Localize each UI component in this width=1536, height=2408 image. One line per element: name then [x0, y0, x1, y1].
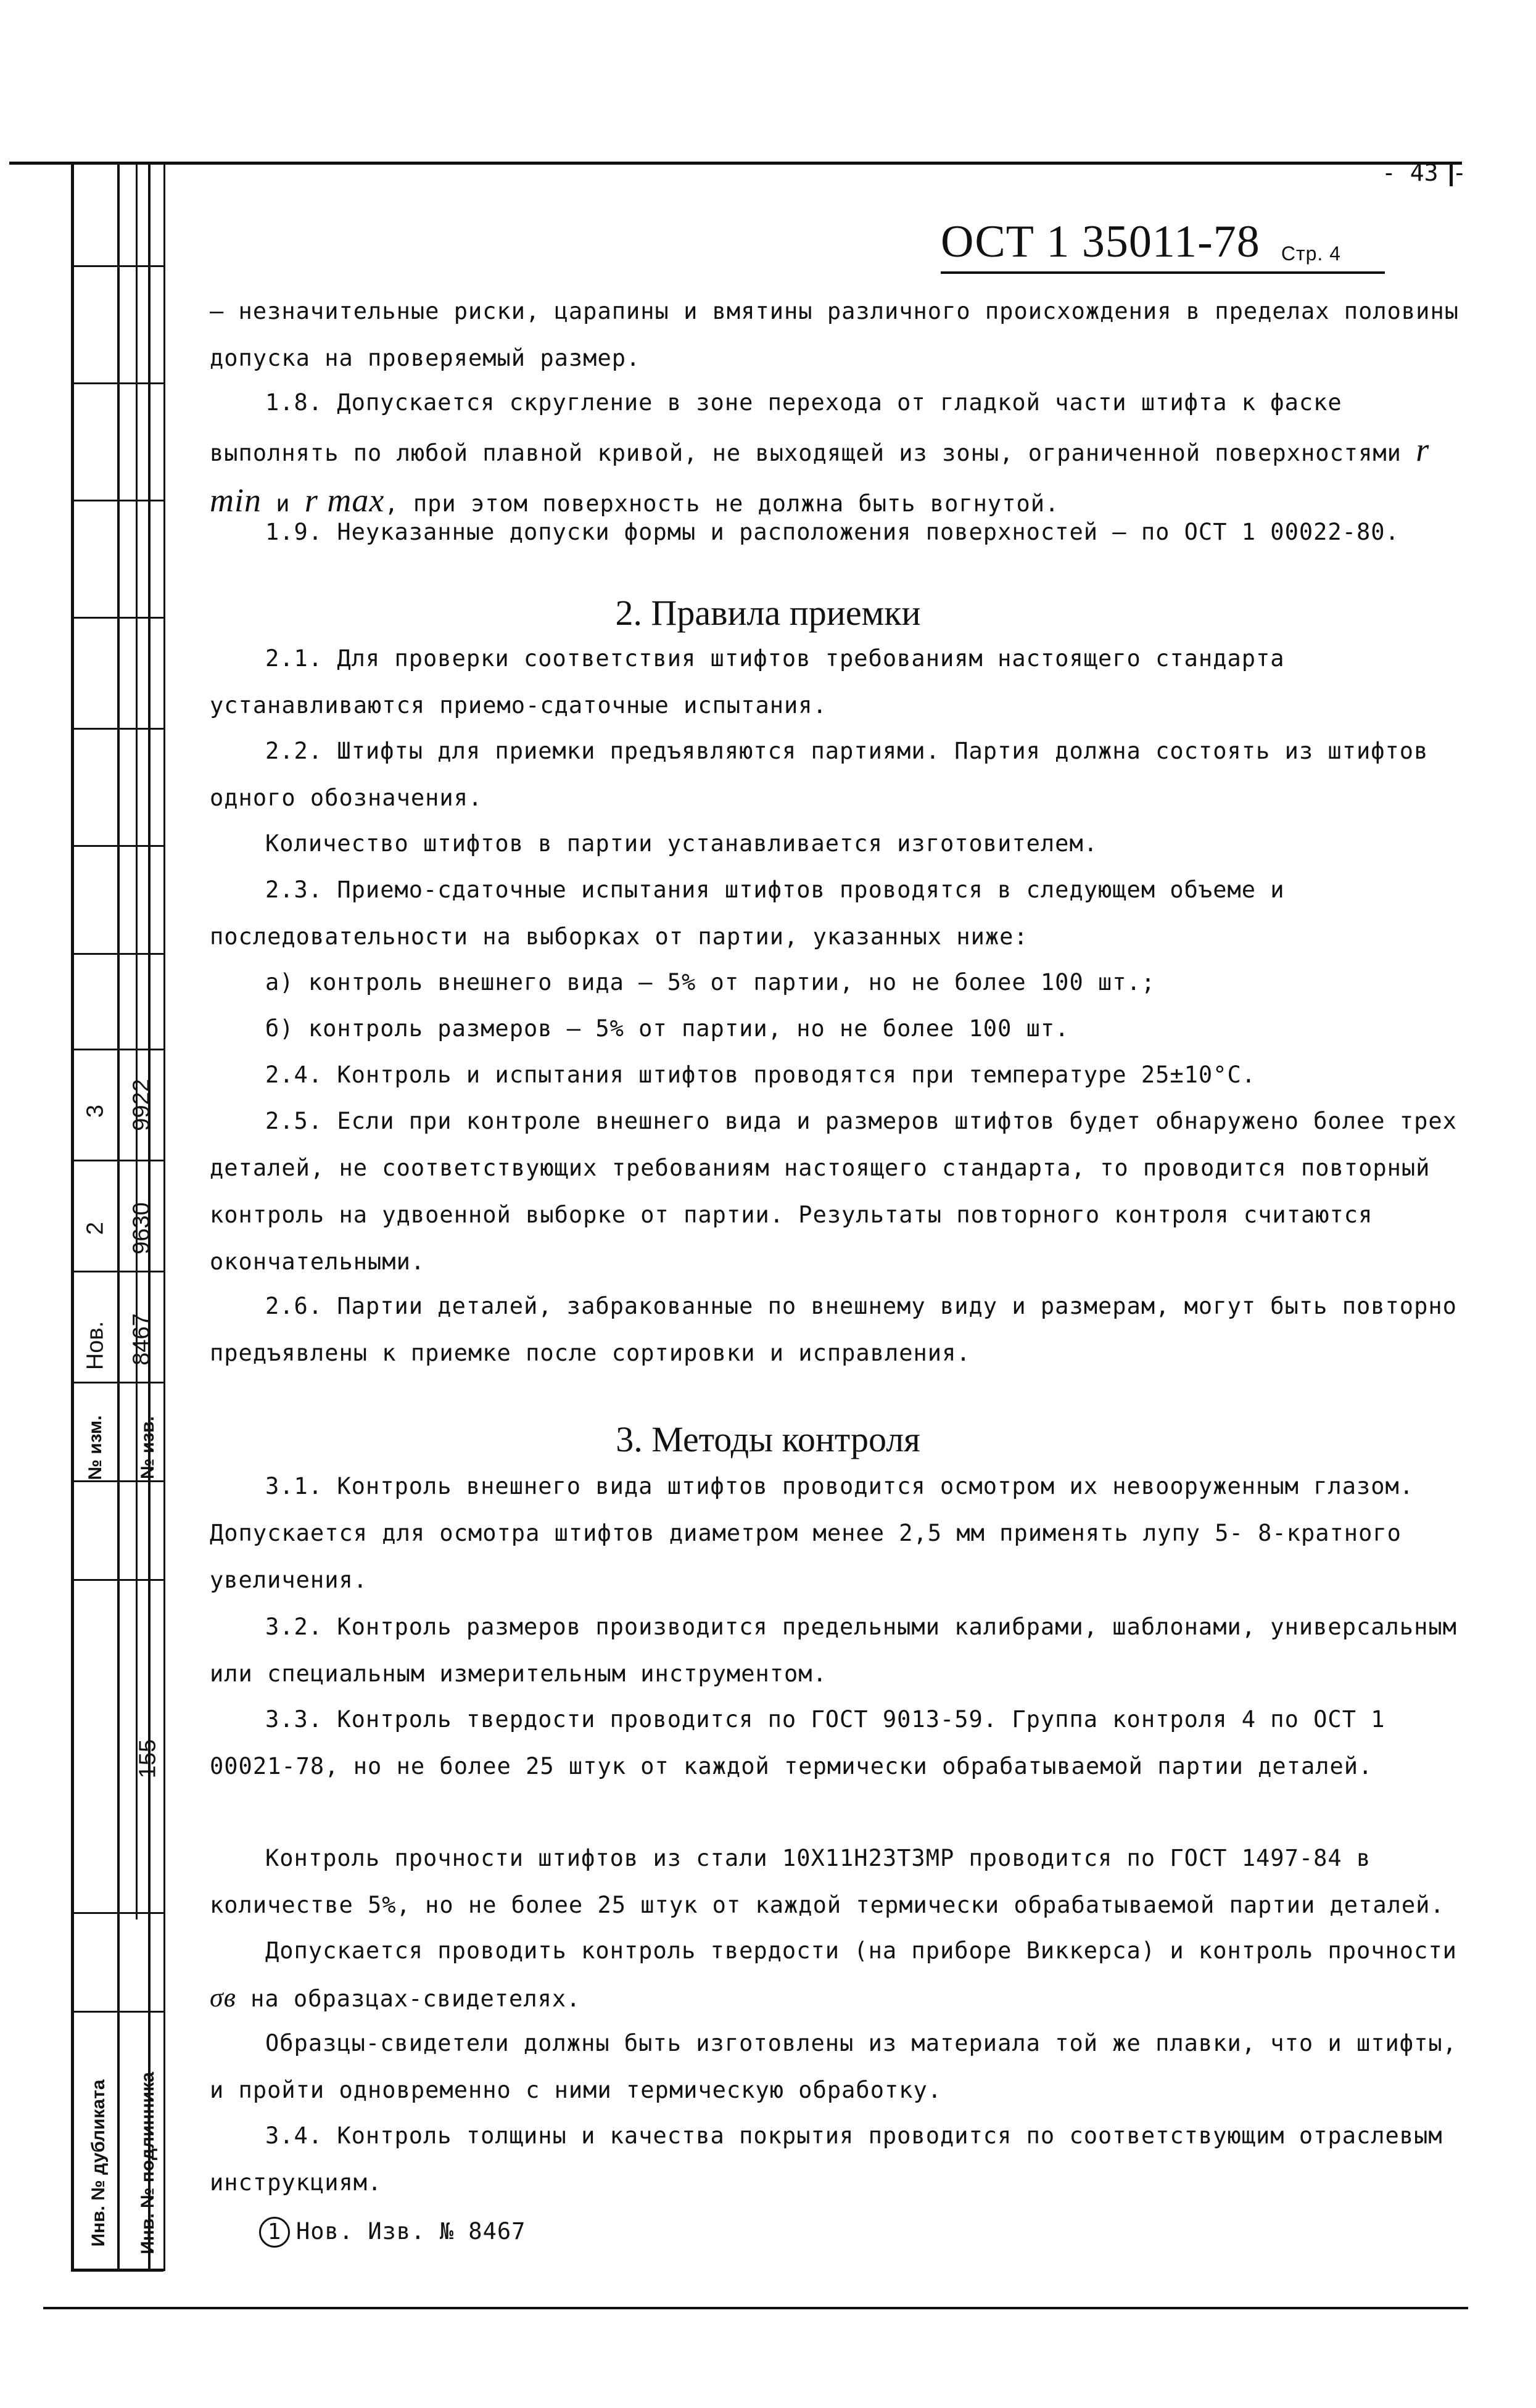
margin-grid-line: [71, 845, 163, 847]
margin-divider-2: [136, 162, 138, 1919]
paragraph-3-2: 3.2. Контроль размеров производится предельными калибрами, шаблонами, универсальным или специальным измерительным инструментом.: [210, 1614, 1457, 1687]
paragraph-witness-samples: Образцы-свидетели должны быть изготовлены из материала той же плавки, что и штифты, и пройти одновременно с ними термическую обработку.: [210, 2030, 1457, 2103]
revision-note-text: Нов. Изв. № 8467: [296, 2218, 526, 2245]
document-header: [941, 216, 1341, 268]
margin-divider-4: [163, 162, 165, 2271]
margin-label-rev: № изм.: [85, 1415, 105, 1480]
margin-value-155: 155: [134, 1739, 161, 1779]
standard-number: ОСТ 1 35011-78: [941, 216, 1260, 267]
paragraph-3-4: 3.4. Контроль толщины и качества покрытия проводится по соответствующим отраслевым инструкциям.: [210, 2122, 1443, 2196]
margin-grid-line: [71, 1160, 163, 1161]
sigma-symbol: σв: [210, 1982, 236, 2013]
margin-notice-9630: 9630: [128, 1202, 155, 1255]
margin-grid-line: [71, 1912, 163, 1914]
margin-rev-2: 2: [82, 1221, 109, 1235]
paragraph-text: Допускается проводить контроль твердости (на приборе Виккерса) и контроль прочности: [265, 1937, 1457, 1964]
r-min-symbol: r min: [210, 431, 1430, 519]
paragraph-lot-size: Количество штифтов в партии устанавливается изготовителем.: [265, 830, 1099, 857]
paragraph-text: на образцах-свидетелях.: [250, 1985, 581, 2012]
revision-note: [259, 2208, 1517, 2255]
bottom-page-line: [43, 2307, 1468, 2309]
section-heading-3: 3. Методы контроля: [616, 1419, 920, 1459]
section-heading-2: 2. Правила приемки: [615, 593, 921, 633]
paragraph-2-5: 2.5. Если при контроле внешнего вида и размеров штифтов будет обнаружено более трех деталей, не соответствующих требованиям настоящего стандарта, то проводится повторный контроль на удвоенной выборке от партии. Результаты повторного контроля считаются окончательными.: [210, 1108, 1457, 1275]
paragraph-2-4: 2.4. Контроль и испытания штифтов проводятся при температуре 25±10°С.: [265, 1062, 1257, 1088]
page-number: - 43 -: [1382, 159, 1467, 186]
left-frame-line: [71, 162, 74, 2271]
margin-grid-line: [71, 1049, 163, 1050]
paragraph-3-1: 3.1. Контроль внешнего вида штифтов проводится осмотром их невооруженным глазом. Допускается для осмотра штифтов диаметром менее 2,5 мм применять лупу 5- 8-кратного увеличения.: [210, 1473, 1414, 1593]
margin-grid-line: [71, 382, 163, 384]
list-item-a: а) контроль внешнего вида – 5% от партии, но не более 100 шт.;: [265, 969, 1156, 996]
paragraph-2-2: 2.2. Штифты для приемки предъявляются партиями. Партия должна состоять из штифтов одного обозначения.: [210, 738, 1429, 811]
margin-grid-line: [71, 1579, 163, 1581]
margin-label-duplicate: Инв. № дубликата: [88, 2079, 109, 2247]
margin-divider-1: [117, 162, 120, 2271]
margin-rev-nov: Нов.: [82, 1321, 109, 1371]
paragraph-2-1: 2.1. Для проверки соответствия штифтов требованиям настоящего стандарта устанавливаются приемо-сдаточные испытания.: [210, 645, 1285, 719]
margin-grid-line: [71, 1382, 163, 1383]
r-max-symbol: r max: [304, 482, 385, 519]
revision-circle-number: 1: [259, 2217, 290, 2248]
margin-notice-9922: 9922: [128, 1079, 155, 1131]
paragraph: – незначительные риски, царапины и вмятины различного происхождения в пределах половины допуска на проверяемый размер.: [210, 298, 1460, 371]
margin-grid-line: [71, 953, 163, 955]
margin-notice-8467: 8467: [128, 1313, 155, 1366]
paragraph-2-6: 2.6. Партии деталей, забракованные по внешнему виду и размерам, могут быть повторно предъявлены к приемке после сортировки и исправления.: [210, 1293, 1457, 1366]
margin-rev-3: 3: [82, 1104, 109, 1118]
paragraph-1-9: 1.9. Неуказанные допуски формы и расположения поверхностей – по ОСТ 1 00022-80.: [265, 519, 1400, 545]
margin-grid-line: [71, 2011, 163, 2013]
top-frame-line: [9, 162, 1462, 165]
paragraph-text: , при этом поверхность не должна быть вогнутой.: [384, 490, 1060, 517]
margin-grid-line: [71, 500, 163, 501]
paragraph-strength: Контроль прочности штифтов из стали 10Х11Н23Т3МР проводится по ГОСТ 1497-84 в количестве 5%, но не более 25 штук от каждой термически обрабатываемой партии деталей.: [210, 1845, 1445, 1918]
paragraph-2-3: 2.3. Приемо-сдаточные испытания штифтов проводятся в следующем объеме и последовательности на выборках от партии, указанных ниже:: [210, 876, 1285, 950]
paragraph-text: 1.8. Допускается скругление в зоне перехода от гладкой части штифта к фаске выполнять по любой плавной кривой, не выходящей из зоны, ограниченной поверхностями: [210, 389, 1402, 466]
margin-grid-line: [71, 265, 163, 267]
paragraph-witness: [210, 1928, 1468, 2022]
sheet-label: Стр. 4: [1281, 242, 1341, 265]
margin-label-notice: № изв.: [138, 1416, 158, 1479]
margin-grid-line: [71, 728, 163, 730]
list-item-b: б) контроль размеров – 5% от партии, но не более 100 шт.: [265, 1015, 1070, 1042]
paragraph-1-8: [210, 379, 1468, 527]
header-rule: [941, 271, 1385, 274]
paragraph-3-3: 3.3. Контроль твердости проводится по ГОСТ 9013-59. Группа контроля 4 по ОСТ 1 00021-78, но не более 25 штук от каждой термически обрабатываемой партии деталей.: [210, 1706, 1385, 1779]
margin-label-original: Инв. № подлинника: [138, 2072, 158, 2254]
conjunction: и: [276, 490, 291, 517]
margin-grid-line: [71, 1271, 163, 1272]
